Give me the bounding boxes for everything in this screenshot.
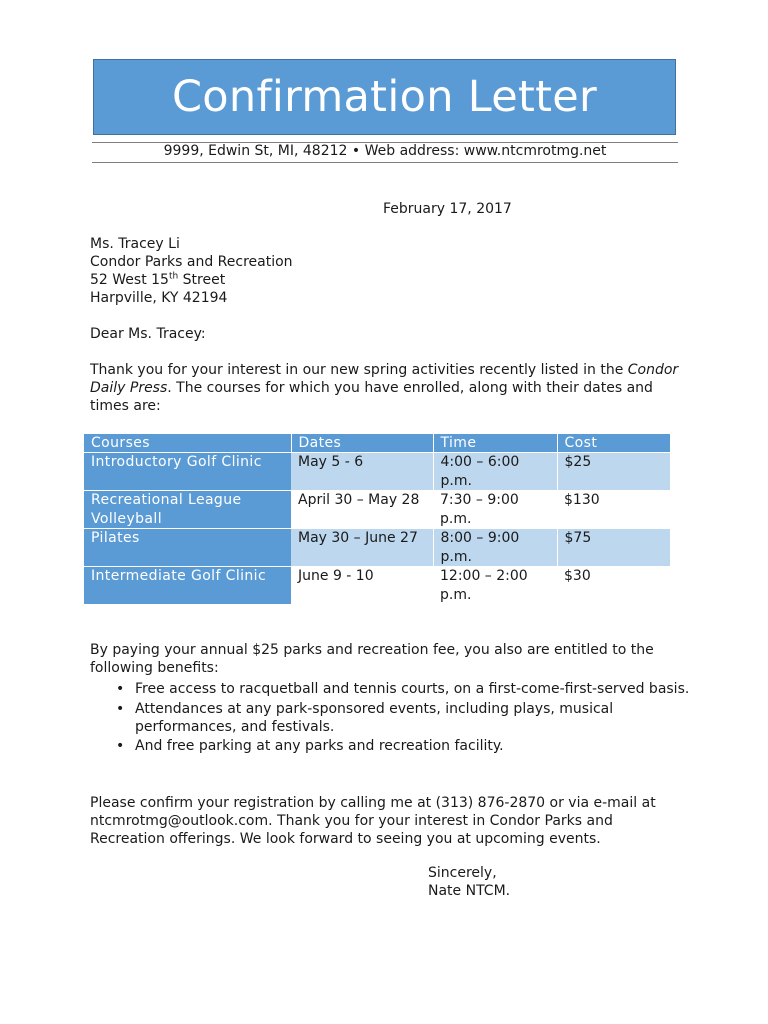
signature-block [428,864,510,900]
title-banner [93,59,676,135]
table-row [84,567,670,605]
newspaper-name: Condor Daily Press [90,362,679,396]
header-courses: Courses [84,434,291,453]
closing-paragraph: Please confirm your registration by calling me at (313) 876-2870 or via e-mail at ntcmrotmg@outlook.com. Thank you for your interest in Condor Parks and Recreation offerings. We look forward to seeing you at upcoming events. [90,795,656,847]
course-dates: May 30 – June 27 [291,529,433,567]
course-time: 12:00 – 2:00 p.m. [433,567,557,605]
courses-table [84,434,670,604]
bullet-icon: • [116,738,125,754]
course-dates: May 5 - 6 [291,453,433,491]
letter-date: February 17, 2017 [383,201,512,217]
header-cost: Cost [557,434,670,453]
course-time: 7:30 – 9:00 p.m. [433,491,557,529]
benefit-text: Free access to racquetball and tennis courts, on a first-come-first-served basis. [135,681,690,697]
street-name: Street [178,272,226,288]
course-dates: June 9 - 10 [291,567,433,605]
address-line: 9999, Edwin St, MI, 48212 • Web address: www.ntcmrotmg.net [163,143,607,159]
intro-text-start: Thank you for your interest in our new spring activities recently listed in the [90,362,628,378]
course-time: 8:00 – 9:00 p.m. [433,529,557,567]
recipient-block [90,235,293,307]
course-cost: $130 [557,491,670,529]
benefits-list [90,680,690,757]
recipient-organization: Condor Parks and Recreation [90,254,293,270]
course-name: Recreational League Volleyball [84,491,291,529]
benefit-text: And free parking at any parks and recreation facility. [135,738,504,754]
header-dates: Dates [291,434,433,453]
course-name: Pilates [84,529,291,567]
street-number: 52 West 15 [90,272,169,288]
course-name: Intermediate Golf Clinic [84,567,291,605]
signature-name: Nate NTCM. [428,883,511,899]
course-dates: April 30 – May 28 [291,491,433,529]
intro-text-end: . The courses for which you have enrolled, along with their dates and times are: [90,380,653,414]
recipient-city: Harpville, KY 42194 [90,290,228,306]
table-row [84,491,670,529]
table-row [84,529,670,567]
intro-paragraph [90,361,690,415]
list-item [90,700,690,736]
bullet-icon: • [116,681,125,697]
salutation: Dear Ms. Tracey: [90,326,206,342]
signoff-text: Sincerely, [428,865,497,881]
course-cost: $75 [557,529,670,567]
header-time: Time [433,434,557,453]
street-ordinal: th [168,271,179,282]
table-header-row [84,434,670,453]
benefits-intro: By paying your annual $25 parks and recreation fee, you also are entitled to the following benefits: [90,642,654,676]
table-row [84,453,670,491]
recipient-name: Ms. Tracey Li [90,236,180,252]
bullet-icon: • [116,700,125,717]
address-bottom-rule [92,162,678,163]
list-item [90,680,690,698]
list-item [90,737,690,755]
benefit-text: Attendances at any park-sponsored events, including plays, musical performances, and festivals. [135,700,614,735]
course-cost: $25 [557,453,670,491]
course-cost: $30 [557,567,670,605]
course-name: Introductory Golf Clinic [84,453,291,491]
course-time: 4:00 – 6:00 p.m. [433,453,557,491]
recipient-street [90,271,293,289]
letter-title: Confirmation Letter [171,72,598,122]
